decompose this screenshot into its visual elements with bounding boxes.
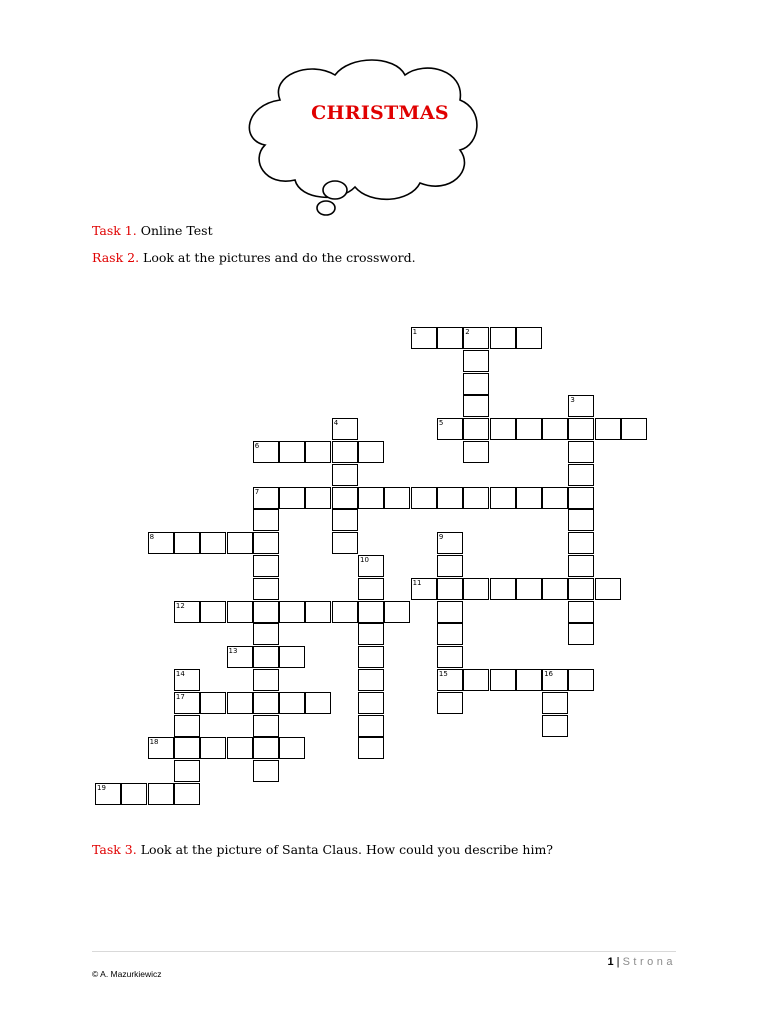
crossword-cell[interactable] xyxy=(621,418,647,440)
crossword-cell[interactable] xyxy=(227,737,253,759)
crossword-cell[interactable] xyxy=(358,669,384,691)
crossword-cell[interactable] xyxy=(516,418,542,440)
crossword-cell[interactable] xyxy=(332,464,358,486)
crossword-cell[interactable] xyxy=(568,669,594,691)
crossword-cell[interactable] xyxy=(358,601,384,623)
task-text: Look at the picture of Santa Claus. How could you describe him? xyxy=(140,842,554,857)
crossword-cell[interactable] xyxy=(279,646,305,668)
crossword-cell[interactable] xyxy=(384,487,410,509)
crossword-cell[interactable] xyxy=(200,737,226,759)
crossword-cell[interactable] xyxy=(437,578,463,600)
crossword-cell[interactable] xyxy=(358,737,384,759)
crossword-cell[interactable] xyxy=(411,487,437,509)
crossword-cell[interactable] xyxy=(279,601,305,623)
page-separator: | xyxy=(616,956,620,968)
crossword-cell[interactable] xyxy=(358,441,384,463)
crossword-cell[interactable] xyxy=(253,669,279,691)
crossword-cell[interactable] xyxy=(305,487,331,509)
crossword-cell[interactable] xyxy=(332,509,358,531)
crossword-cell[interactable] xyxy=(595,418,621,440)
crossword-cell[interactable] xyxy=(542,578,568,600)
crossword-cell[interactable] xyxy=(568,418,594,440)
crossword-cell[interactable] xyxy=(463,373,489,395)
clue-number: 14 xyxy=(175,670,185,678)
crossword-cell[interactable] xyxy=(516,327,542,349)
task-text: Look at the pictures and do the crossword. xyxy=(143,250,416,265)
crossword-cell[interactable] xyxy=(542,692,568,714)
crossword-cell[interactable] xyxy=(437,327,463,349)
clue-number: 2 xyxy=(465,328,470,336)
page-number xyxy=(607,956,676,968)
crossword-cell[interactable] xyxy=(200,532,226,554)
crossword-cell[interactable] xyxy=(332,441,358,463)
footer-divider xyxy=(92,951,676,952)
crossword-cell[interactable] xyxy=(437,555,463,577)
clue-number: 9 xyxy=(438,533,444,542)
crossword-cell[interactable] xyxy=(253,601,279,623)
crossword-cell[interactable] xyxy=(490,487,516,509)
crossword-cell[interactable] xyxy=(358,715,384,737)
clue-number: 7 xyxy=(254,487,260,496)
crossword-cell[interactable] xyxy=(305,441,331,463)
clue-number: 12 xyxy=(175,601,185,610)
crossword-cell[interactable] xyxy=(595,578,621,600)
crossword-cell[interactable] xyxy=(463,350,489,372)
crossword-cell[interactable] xyxy=(437,623,463,645)
crossword-cell[interactable] xyxy=(568,532,594,554)
crossword-cell[interactable] xyxy=(437,487,463,509)
crossword-cell[interactable] xyxy=(437,601,463,623)
crossword-cell[interactable] xyxy=(253,578,279,600)
crossword-cell[interactable] xyxy=(279,692,305,714)
crossword-cell[interactable] xyxy=(490,327,516,349)
crossword-cell[interactable] xyxy=(253,760,279,782)
crossword-cell[interactable] xyxy=(490,418,516,440)
clue-number: 5 xyxy=(438,419,444,428)
crossword-cell[interactable] xyxy=(490,669,516,691)
crossword-cell[interactable] xyxy=(437,646,463,668)
clue-number: 17 xyxy=(175,692,185,701)
crossword-cell[interactable] xyxy=(174,715,200,737)
clue-number: 10 xyxy=(360,556,369,564)
crossword-cell[interactable] xyxy=(358,623,384,645)
crossword-cell[interactable] xyxy=(253,623,279,645)
crossword-cell[interactable] xyxy=(542,487,568,509)
crossword-cell[interactable] xyxy=(227,532,253,554)
clue-number: 18 xyxy=(149,738,159,747)
crossword-cell[interactable] xyxy=(516,669,542,691)
crossword-cell[interactable] xyxy=(227,692,253,714)
crossword-cell[interactable] xyxy=(516,487,542,509)
crossword-cell[interactable] xyxy=(358,487,384,509)
crossword-cell[interactable] xyxy=(358,578,384,600)
crossword-cell[interactable] xyxy=(253,532,279,554)
task-text: Online Test xyxy=(140,223,213,238)
crossword-cell[interactable] xyxy=(358,646,384,668)
crossword-cell[interactable] xyxy=(463,578,489,600)
crossword-cell[interactable] xyxy=(542,715,568,737)
crossword-cell[interactable] xyxy=(332,601,358,623)
crossword-cell[interactable] xyxy=(253,555,279,577)
crossword-cell[interactable] xyxy=(174,737,200,759)
crossword-cell[interactable] xyxy=(384,601,410,623)
clue-number: 19 xyxy=(97,784,106,792)
crossword-cell[interactable] xyxy=(253,692,279,714)
crossword-cell[interactable] xyxy=(253,509,279,531)
crossword-cell[interactable] xyxy=(174,760,200,782)
crossword-cell[interactable] xyxy=(568,578,594,600)
page-number-value: 1 xyxy=(607,956,614,968)
crossword-cell[interactable] xyxy=(463,395,489,417)
clue-number: 3 xyxy=(570,396,575,405)
crossword-cell[interactable] xyxy=(568,487,594,509)
clue-number: 11 xyxy=(412,578,422,587)
crossword-cell[interactable] xyxy=(174,783,200,805)
crossword-cell[interactable] xyxy=(463,487,489,509)
clue-number: 8 xyxy=(149,533,155,542)
crossword-cell[interactable] xyxy=(568,555,594,577)
task-label: Task 3. xyxy=(92,842,137,857)
clue-number: 4 xyxy=(333,419,339,428)
crossword-cell[interactable] xyxy=(437,692,463,714)
crossword-cell[interactable] xyxy=(490,578,516,600)
task-label: Task 1. xyxy=(92,223,137,238)
clue-number: 6 xyxy=(254,442,260,450)
crossword-cell[interactable] xyxy=(568,623,594,645)
clue-number: 13 xyxy=(228,647,238,656)
crossword-cell[interactable] xyxy=(200,692,226,714)
crossword-cell[interactable] xyxy=(463,418,489,440)
crossword-cell[interactable] xyxy=(568,441,594,463)
page-word: Strona xyxy=(622,956,676,968)
crossword-cell[interactable] xyxy=(200,601,226,623)
page-title: CHRISTMAS xyxy=(311,102,449,124)
crossword-cell[interactable] xyxy=(253,737,279,759)
crossword-cell[interactable] xyxy=(253,646,279,668)
crossword-cell[interactable] xyxy=(358,692,384,714)
copyright-note: © A. Mazurkiewicz xyxy=(92,969,162,979)
crossword-cell[interactable] xyxy=(227,601,253,623)
clue-number: 1 xyxy=(412,328,418,336)
crossword-cell[interactable] xyxy=(463,669,489,691)
crossword-cell[interactable] xyxy=(568,601,594,623)
crossword-cell[interactable] xyxy=(305,601,331,623)
crossword-cell[interactable] xyxy=(174,532,200,554)
crossword-cell[interactable] xyxy=(148,783,174,805)
clue-number: 15 xyxy=(438,670,448,678)
crossword-cell[interactable] xyxy=(253,715,279,737)
crossword-cell[interactable] xyxy=(305,692,331,714)
clue-number: 16 xyxy=(544,670,554,678)
crossword-cell[interactable] xyxy=(542,418,568,440)
crossword-cell[interactable] xyxy=(568,464,594,486)
task-label: Rask 2. xyxy=(92,250,140,265)
crossword-cell[interactable] xyxy=(463,441,489,463)
crossword-cell[interactable] xyxy=(279,441,305,463)
crossword-cell[interactable] xyxy=(332,532,358,554)
crossword-cell[interactable] xyxy=(332,487,358,509)
crossword-cell[interactable] xyxy=(121,783,147,805)
crossword-cell[interactable] xyxy=(279,737,305,759)
crossword-cell[interactable] xyxy=(568,509,594,531)
crossword-cell[interactable] xyxy=(516,578,542,600)
crossword-cell[interactable] xyxy=(279,487,305,509)
